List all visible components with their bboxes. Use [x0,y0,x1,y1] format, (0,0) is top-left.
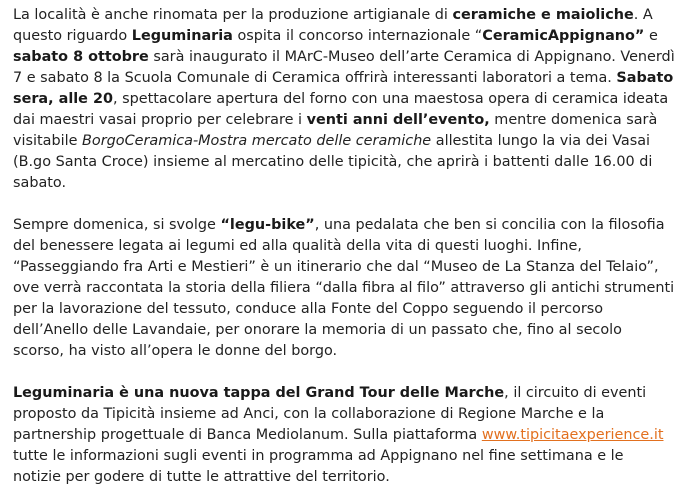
text-line [13,47,675,68]
text-run: , una pedalata che ben si concilia con la filosofia [314,217,665,233]
text-line [13,152,659,173]
text-line [13,215,665,236]
text-line [13,26,659,47]
text-run: dai maestri vasai proprio per celebrare i [13,112,307,128]
text-line [13,278,675,299]
bold-legu-bike: “legu-bike” [220,217,315,233]
text-run: dell’Anello delle Lavandaie, per onorare la memoria di un passato che, fino al secolo [13,322,622,338]
bold-sera-alle-20: sera, alle 20 [13,91,113,107]
text-line [13,467,659,488]
text-run: , spettacolare apertura del forno con una maestosa opera di ceramica ideata [112,91,669,107]
article-body [13,5,675,488]
paragraph-ceramics [13,5,675,194]
text-line [13,320,659,341]
text-line [13,425,664,446]
text-line [13,236,659,257]
text-run: “Passeggiando fra Arti e Mestieri” è un itinerario che dal “Museo de La Stanza del Telaio”, [13,259,659,275]
text-run: e [644,28,658,44]
text-run: partnership progettuale di Banca Mediolanum. Sulla piattaforma [13,427,482,443]
text-line [13,446,659,467]
italic-borgoceramica: BorgoCeramica-Mostra mercato delle ceramiche [82,133,432,149]
text-run: allestita lungo la via dei Vasai [431,133,651,149]
text-run: per la lavorazione del tessuto, conduce alla Fonte del Coppo seguendo il percorso [13,301,604,317]
bold-ceramicappignano: CeramicAppignano” [482,28,645,44]
text-run: Sempre domenica, si svolge [13,217,221,233]
text-run: proposto da Tipicità insieme ad Anci, con la collaborazione di Regione Marche e la [13,406,605,422]
text-run: visitabile [13,133,83,149]
bold-grand-tour: Leguminaria è una nuova tappa del Grand Tour delle Marche [13,385,505,401]
text-line [13,341,659,362]
bold-leguminaria: Leguminaria [131,28,233,44]
text-run: La località è anche rinomata per la produzione artigianale di [13,7,453,23]
text-run: notizie per godere di tutte le attrattive del territorio. [13,469,390,485]
text-line [13,299,659,320]
text-run: 7 e sabato 8 la Scuola Comunale di Ceramica offrirà interessanti laboratori a tema. [13,70,617,86]
text-line [13,110,659,131]
text-run: , il circuito di eventi [504,385,647,401]
text-line [13,68,674,89]
text-run: tutte le informazioni sugli eventi in programma ad Appignano nel fine settimana e le [13,448,624,464]
text-line [13,383,659,404]
text-run: (B.go Santa Croce) insieme al mercatino delle tipicità, che aprirà i battenti dalle 16.00 di [13,154,653,170]
bold-venti-anni: venti anni dell’evento, [306,112,490,128]
text-run: scorso, ha visto all’opera le donne del borgo. [13,343,338,359]
text-run: questo riguardo [13,28,132,44]
text-run: ospita il concorso internazionale “ [232,28,483,44]
text-line [13,89,669,110]
tipicitaexperience-link[interactable]: www.tipicitaexperience.it [481,427,664,443]
text-line [13,131,659,152]
text-run: sabato. [13,175,67,191]
bold-ceramiche-maioliche: ceramiche e maioliche [452,7,634,23]
text-run: mentre domenica sarà [489,112,658,128]
bold-sabato: Sabato [616,70,674,86]
paragraph-legu-bike [13,215,675,362]
text-line [13,257,659,278]
text-line [13,173,659,194]
paragraph-spacer [13,194,659,215]
paragraph-grand-tour [13,383,664,488]
paragraph-spacer [13,362,659,383]
text-run: del benessere legata ai legumi ed alla qualità della vita di questi luoghi. Infine, [13,238,582,254]
text-run: sarà inaugurato il MArC-Museo dell’arte Ceramica di Appignano. Venerdì [148,49,675,65]
text-line [13,5,659,26]
bold-sabato-8-ottobre: sabato 8 ottobre [13,49,149,65]
text-run: . A [633,7,653,23]
text-line [13,404,659,425]
text-run: ove verrà raccontata la storia della filiera “dalla fibra al filo” attraverso gli antichi strumenti [13,280,675,296]
